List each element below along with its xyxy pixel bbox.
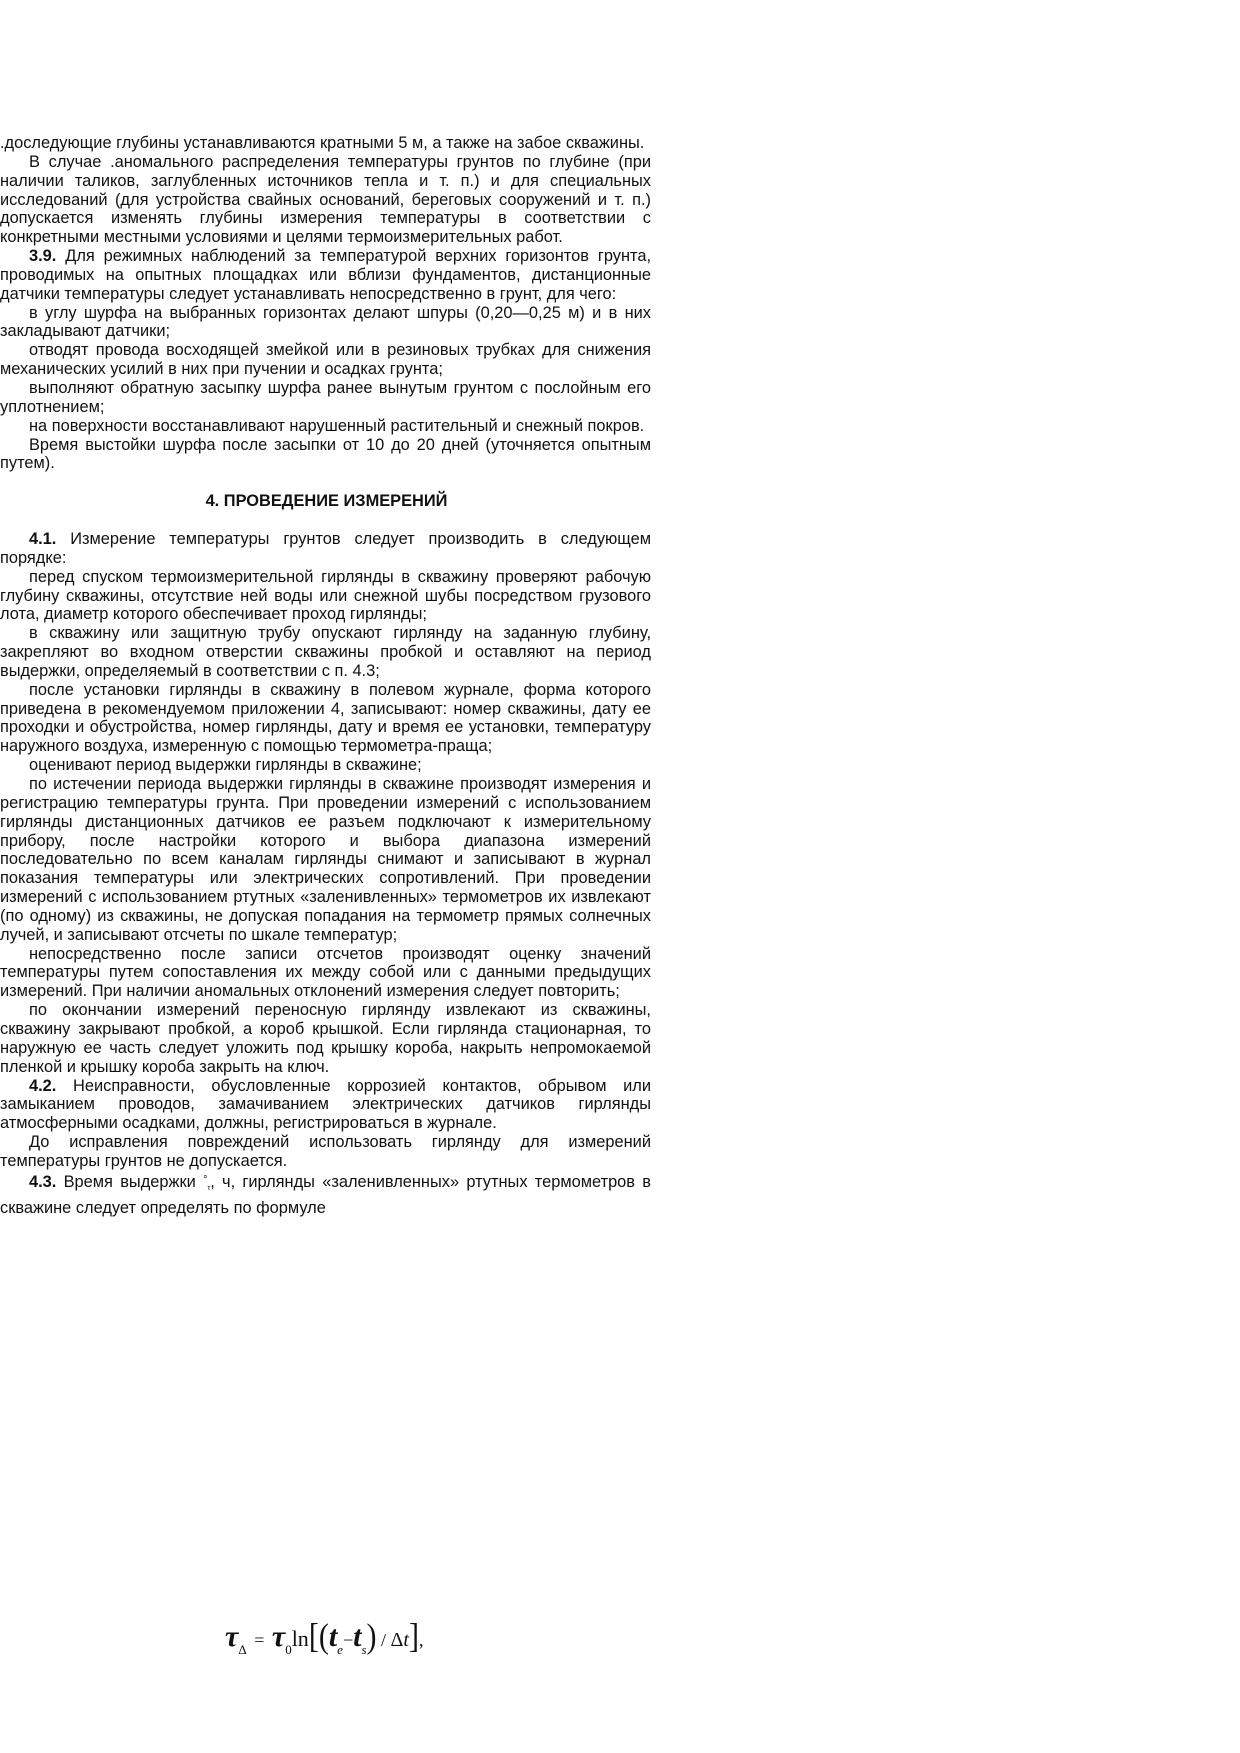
list-item-lower-garland: в скважину или защитную трубу опускают гирлянду на заданную глубину, закрепляют во входном отверстии скважины пробкой и оставляют на период выдержки, определяемый в соответствии с п. 4.3; bbox=[0, 624, 651, 680]
list-item-close-well: по окончании измерений переносную гирлянду извлекают из скважины, скважину закрывают пробкой, а короб крышкой. Если гирлянда стационарная, то наружную ее часть следует уложить под крышку короба, накрыть непромокаемой пленкой и крышку короба закрыть на ключ. bbox=[0, 1001, 651, 1076]
list-item-record-journal: после установки гирлянды в скважину в полевом журнале, форма которого приведена в рекомендуемом приложении 4, записывают: номер скважины, дату ее проходки и обустройства, номер гирлянды, дату и время ее установки, температуру наружного воздуха, измеренную с помощью термометра-праща; bbox=[0, 680, 651, 756]
paragraph-4-2: 4.2. Неисправности, обусловленные коррозией контактов, обрывом или замыканием проводов, замачиванием электрических датчиков гирлянды атмосферными осадками, должны, регистрироваться в журнале. bbox=[0, 1076, 652, 1133]
paragraph-anomalous-distribution: В случае .аномального распределения температуры грунтов по глубине (при наличии таликов, заглубленных источников тепла и т. п.) и для специальных исследований (для устройства свайных оснований, береговых сооружений и т. п.) допускается изменять глубины измерения температуры в соответствии с конкретными местными условиями и целями термоизмерительных работ. bbox=[0, 152, 651, 247]
paragraph-4-1: 4.1. Измерение температуры грунтов следует производить в следующем порядке: bbox=[0, 530, 651, 567]
section-heading: 4. ПРОВЕДЕНИЕ ИЗМЕРЕНИЙ bbox=[205, 492, 448, 511]
clause-number: 4.3. bbox=[29, 1172, 57, 1191]
paragraph-4-3: 4.3. Время выдержки °τ, ч, гирлянды «заленивленных» ртутных термометров в скважине следует определять по формуле bbox=[0, 1172, 651, 1217]
list-item-evaluate-period: оценивают период выдержки гирлянды в скважине; bbox=[29, 756, 422, 775]
clause-number: 3.9. bbox=[29, 247, 57, 266]
paragraph-settling-time: Время выстойки шурфа после засыпки от 10 до 20 дней (уточняется опытным путем). bbox=[0, 435, 651, 473]
clause-number: 4.1. bbox=[29, 530, 57, 549]
list-item-evaluate-values: непосредственно после записи отсчетов производят оценку значений температуры путем сопоставления их между собой или с данными предыдущих измерений. При наличии аномальных отклонений измерения следует повторить; bbox=[0, 944, 651, 1001]
paragraph-3-9: 3.9. Для режимных наблюдений за температурой верхних горизонтов грунта, проводимых на опытных площадках или вблизи фундаментов, дистанционные датчики температуры следует устанавливать непосредственно в грунт, для чего: bbox=[0, 247, 651, 303]
clause-number: 4.2. bbox=[29, 1076, 57, 1095]
list-item-drill-holes: в углу шурфа на выбранных горизонтах делают шпуры (0,20—0,25 м) и в них закладывают датчики; bbox=[0, 303, 651, 341]
paragraph-depths: .доследующие глубины устанавливаются кратными 5 м, а также на забое скважины. bbox=[0, 134, 645, 152]
list-item-backfill: выполняют обратную засыпку шурфа ранее вынутым грунтом с послойным его уплотнением; bbox=[0, 378, 651, 416]
list-item-route-wires: отводят провода восходящей змейкой или в резиновых трубках для снижения механических усилий в них при пучении и осадках грунта; bbox=[0, 341, 651, 379]
list-item-restore-cover: на поверхности восстанавливают нарушенный растительный и снежный покров. bbox=[29, 416, 645, 435]
document-page bbox=[0, 134, 651, 1217]
formula-holding-time: $\tau_\Delta = \tau_0\ln[(t_e-t_s) / \Delta t]$, bbox=[225, 1617, 424, 1657]
list-item-check-depth: перед спуском термоизмерительной гирлянды в скважину проверяют рабочую глубину скважины, отсутствие ней воды или снежной шубы посредством грузового лота, диаметр которого обеспечивает проход гирлянды; bbox=[0, 567, 651, 624]
paragraph-repair-note: До исправления повреждений использовать гирлянду для измерений температуры грунтов не допускается. bbox=[0, 1133, 651, 1170]
tau-subscript: τ bbox=[207, 1184, 211, 1192]
degree-symbol: ° bbox=[203, 1173, 208, 1186]
list-item-measure: по истечении периода выдержки гирлянды в скважине производят измерения и регистрацию температуры грунта. При проведении измерений с использованием гирлянды дистанционных датчиков ее разъем подключают к измерительному прибору, после настройки которого и выбора диапазона измерений последовательно по всем каналам гирлянды снимают и записывают в журнал показания температуры или электрических сопротивлений. При проведении измерений с использованием ртутных «заленивленных» термометров их извлекают (по одному) из скважины, не допуская попадания на термометр прямых солнечных лучей, и записывают отсчеты по шкале температур; bbox=[0, 775, 651, 944]
